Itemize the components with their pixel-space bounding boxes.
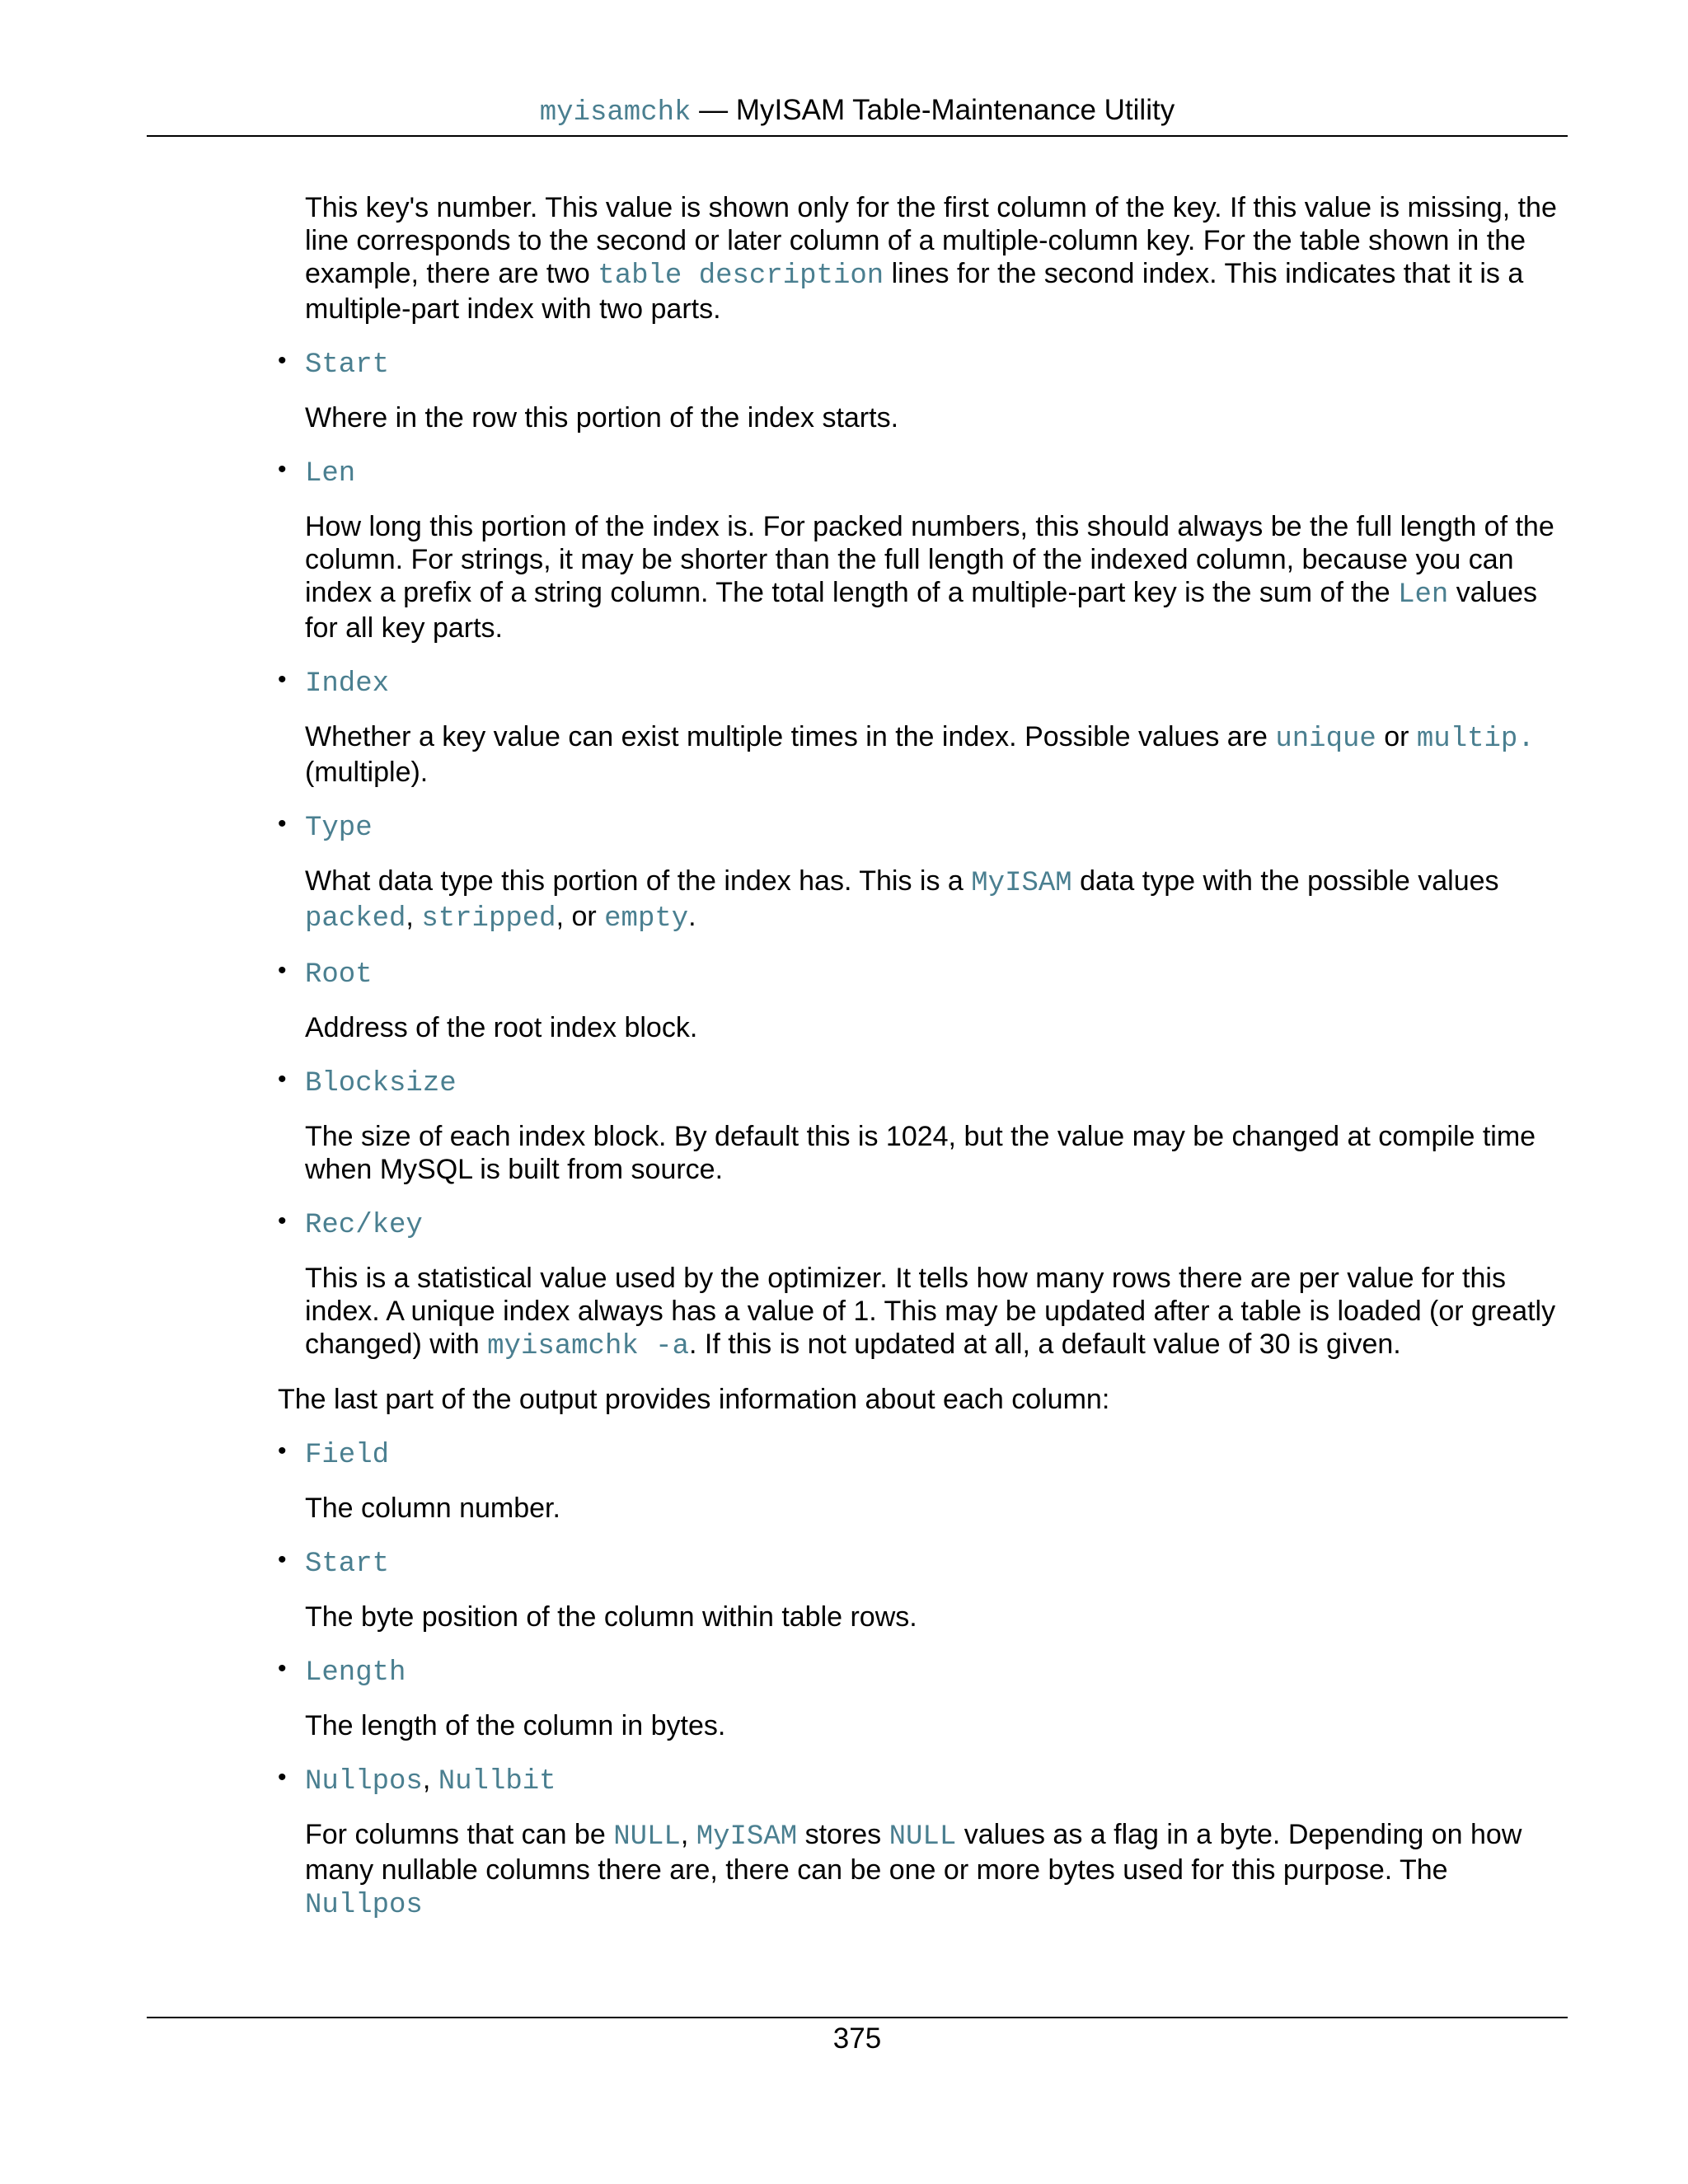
bullet: • bbox=[278, 957, 287, 984]
term-index: • Index bbox=[278, 665, 1568, 701]
column-section-intro: The last part of the output provides information about each column: bbox=[278, 1384, 1110, 1415]
key-number-description: This key's number. This value is shown only for the first column of the key. If this value is missing, the line corresponds to the second or later column of a multiple-column key. For the table shown in the example, there are two table description lines for the second index. This indicates that it is a multiple-part index with two parts. bbox=[305, 192, 1557, 325]
desc-root: Address of the root index block. bbox=[305, 1012, 698, 1043]
term-len: • Len bbox=[278, 455, 1568, 490]
bullet: • bbox=[278, 1437, 287, 1465]
bullet: • bbox=[278, 456, 287, 483]
desc-start: Where in the row this portion of the index starts. bbox=[305, 402, 899, 434]
bullet: • bbox=[278, 1207, 287, 1235]
term-length: • Length bbox=[278, 1654, 1568, 1690]
term-rec-key: • Rec/key bbox=[278, 1207, 1568, 1242]
page-content bbox=[278, 191, 1568, 1922]
bullet: • bbox=[278, 810, 287, 837]
header-title: — MyISAM Table-Maintenance Utility bbox=[691, 94, 1175, 126]
desc-type: What data type this portion of the index has. This is a MyISAM data type with the possible values packed, stripped, or empty. bbox=[305, 865, 1499, 935]
footer-rule bbox=[147, 2017, 1568, 2018]
desc-length: The length of the column in bytes. bbox=[305, 1710, 726, 1741]
desc-len: How long this portion of the index is. For packed numbers, this should always be the full length of the column. For strings, it may be shorter than the full length of the indexed column, because you can index a prefix of a string column. The total length of a multiple-part key is the sum of the Len values for all key parts. bbox=[305, 511, 1554, 644]
bullet: • bbox=[278, 1066, 287, 1093]
term-type: • Type bbox=[278, 809, 1568, 845]
desc-column-start: The byte position of the column within table rows. bbox=[305, 1601, 917, 1633]
bullet: • bbox=[278, 1655, 287, 1682]
bullet: • bbox=[278, 1546, 287, 1573]
bullet: • bbox=[278, 666, 287, 693]
term-column-start: • Start bbox=[278, 1545, 1568, 1581]
desc-rec-key: This is a statistical value used by the optimizer. It tells how many rows there are per value for this index. A unique index always has a value of 1. This may be updated after a table is loaded (or greatly changed) with myisamchk -a. If this is not updated at all, a default value of 30 is given. bbox=[305, 1263, 1556, 1362]
header-rule bbox=[147, 135, 1568, 137]
bullet: • bbox=[278, 1764, 287, 1791]
code-table-description: table description bbox=[598, 260, 884, 292]
term-field: • Field bbox=[278, 1436, 1568, 1472]
desc-blocksize: The size of each index block. By default this is 1024, but the value may be changed at compile time when MySQL is built from source. bbox=[305, 1121, 1536, 1185]
term-nullpos-nullbit: • Nullpos, Nullbit bbox=[278, 1763, 1568, 1798]
desc-nullpos-nullbit: For columns that can be NULL, MyISAM stores NULL values as a flag in a byte. Depending on how many nullable columns there are, there can be one or more bytes used for this purpose. The Nullpos bbox=[305, 1819, 1522, 1921]
header-command: myisamchk bbox=[539, 97, 692, 129]
term-start: • Start bbox=[278, 346, 1568, 382]
desc-field: The column number. bbox=[305, 1493, 560, 1524]
term-blocksize: • Blocksize bbox=[278, 1065, 1568, 1100]
page-number: 375 bbox=[832, 2022, 882, 2055]
desc-index: Whether a key value can exist multiple times in the index. Possible values are unique or multip. (multiple). bbox=[305, 721, 1535, 788]
term-root: • Root bbox=[278, 956, 1568, 991]
bullet: • bbox=[278, 347, 287, 374]
page-header bbox=[147, 92, 1568, 131]
